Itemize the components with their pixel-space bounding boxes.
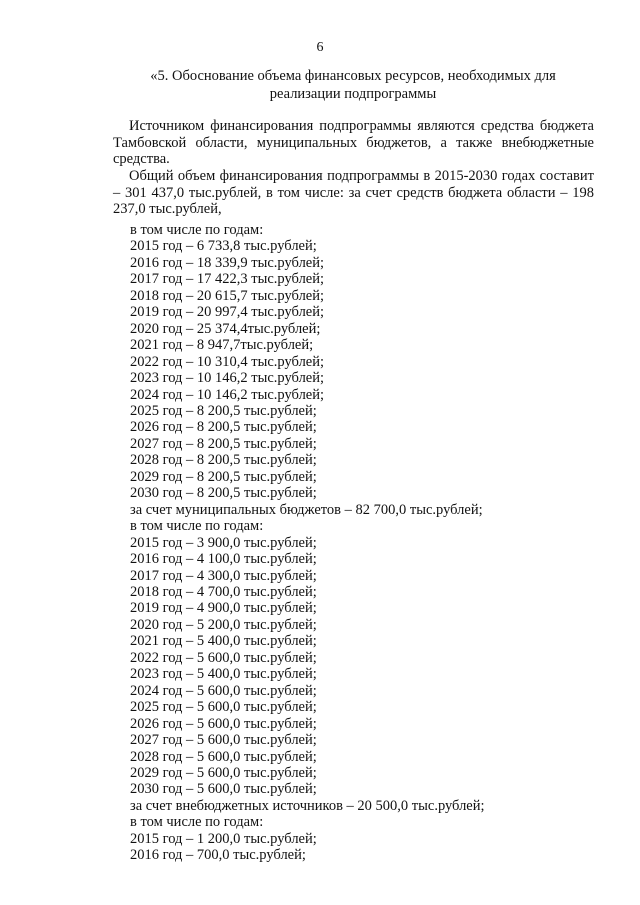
section-heading xyxy=(118,67,588,103)
funding-line: 2022 год – 5 600,0 тыс.рублей; xyxy=(130,649,317,666)
heading-line-1: «5. Обоснование объема финансовых ресурсов, необходимых для xyxy=(150,68,556,84)
funding-line: за счет муниципальных бюджетов – 82 700,0 тыс.рублей; xyxy=(130,501,483,518)
funding-line: 2028 год – 8 200,5 тыс.рублей; xyxy=(130,452,317,469)
funding-line: 2017 год – 4 300,0 тыс.рублей; xyxy=(130,567,317,584)
funding-line: 2025 год – 8 200,5 тыс.рублей; xyxy=(130,402,317,419)
funding-line: 2021 год – 8 947,7тыс.рублей; xyxy=(130,337,314,354)
funding-line: 2023 год – 10 146,2 тыс.рублей; xyxy=(130,370,325,387)
funding-line: 2022 год – 10 310,4 тыс.рублей; xyxy=(130,353,325,370)
funding-line: 2017 год – 17 422,3 тыс.рублей; xyxy=(130,271,325,288)
funding-line: 2019 год – 20 997,4 тыс.рублей; xyxy=(130,304,325,321)
funding-line: в том числе по годам: xyxy=(130,814,264,831)
funding-line: 2024 год – 5 600,0 тыс.рублей; xyxy=(130,682,317,699)
funding-line: 2016 год – 700,0 тыс.рублей; xyxy=(130,847,306,864)
funding-line: 2023 год – 5 400,0 тыс.рублей; xyxy=(130,666,317,683)
paragraph-funding-sources: Источником финансирования подпрограммы являются средства бюджета Тамбовской области, муниципальных бюджетов, а также внебюджетные средства. xyxy=(113,118,594,168)
funding-line: 2015 год – 6 733,8 тыс.рублей; xyxy=(130,238,317,255)
funding-line: 2027 год – 5 600,0 тыс.рублей; xyxy=(130,732,317,749)
funding-line: 2026 год – 8 200,5 тыс.рублей; xyxy=(130,419,317,436)
funding-line: 2029 год – 5 600,0 тыс.рублей; xyxy=(130,764,317,781)
funding-line: 2027 год – 8 200,5 тыс.рублей; xyxy=(130,435,317,452)
funding-line: 2028 год – 5 600,0 тыс.рублей; xyxy=(130,748,317,765)
funding-line: 2015 год – 3 900,0 тыс.рублей; xyxy=(130,534,317,551)
paragraph-total-volume: Общий объем финансирования подпрограммы в 2015-2030 годах составит – 301 437,0 тыс.рублей, в том числе: за счет средств бюджета области – 198 237,0 тыс.рублей, xyxy=(113,168,594,218)
funding-lines-list xyxy=(130,222,580,864)
funding-line: 2024 год – 10 146,2 тыс.рублей; xyxy=(130,386,325,403)
page-number: 6 xyxy=(316,40,324,55)
funding-line: 2015 год – 1 200,0 тыс.рублей; xyxy=(130,830,317,847)
funding-line: 2030 год – 5 600,0 тыс.рублей; xyxy=(130,781,317,798)
funding-line: 2016 год – 18 339,9 тыс.рублей; xyxy=(130,254,325,271)
funding-line: в том числе по годам: xyxy=(130,222,264,238)
funding-line: 2025 год – 5 600,0 тыс.рублей; xyxy=(130,699,317,716)
funding-line: 2018 год – 4 700,0 тыс.рублей; xyxy=(130,583,317,600)
funding-line: 2029 год – 8 200,5 тыс.рублей; xyxy=(130,468,317,485)
funding-line: 2019 год – 4 900,0 тыс.рублей; xyxy=(130,600,317,617)
funding-line: 2020 год – 5 200,0 тыс.рублей; xyxy=(130,616,317,633)
funding-line: за счет внебюджетных источников – 20 500,0 тыс.рублей; xyxy=(130,797,485,814)
funding-line: 2018 год – 20 615,7 тыс.рублей; xyxy=(130,287,325,304)
heading-line-2: реализации подпрограммы xyxy=(269,86,437,102)
funding-line: 2030 год – 8 200,5 тыс.рублей; xyxy=(130,485,317,502)
funding-line: 2016 год – 4 100,0 тыс.рублей; xyxy=(130,551,317,568)
funding-line: 2020 год – 25 374,4тыс.рублей; xyxy=(130,320,321,337)
funding-line: в том числе по годам: xyxy=(130,518,264,535)
funding-line: 2026 год – 5 600,0 тыс.рублей; xyxy=(130,715,317,732)
funding-line: 2021 год – 5 400,0 тыс.рублей; xyxy=(130,633,317,650)
